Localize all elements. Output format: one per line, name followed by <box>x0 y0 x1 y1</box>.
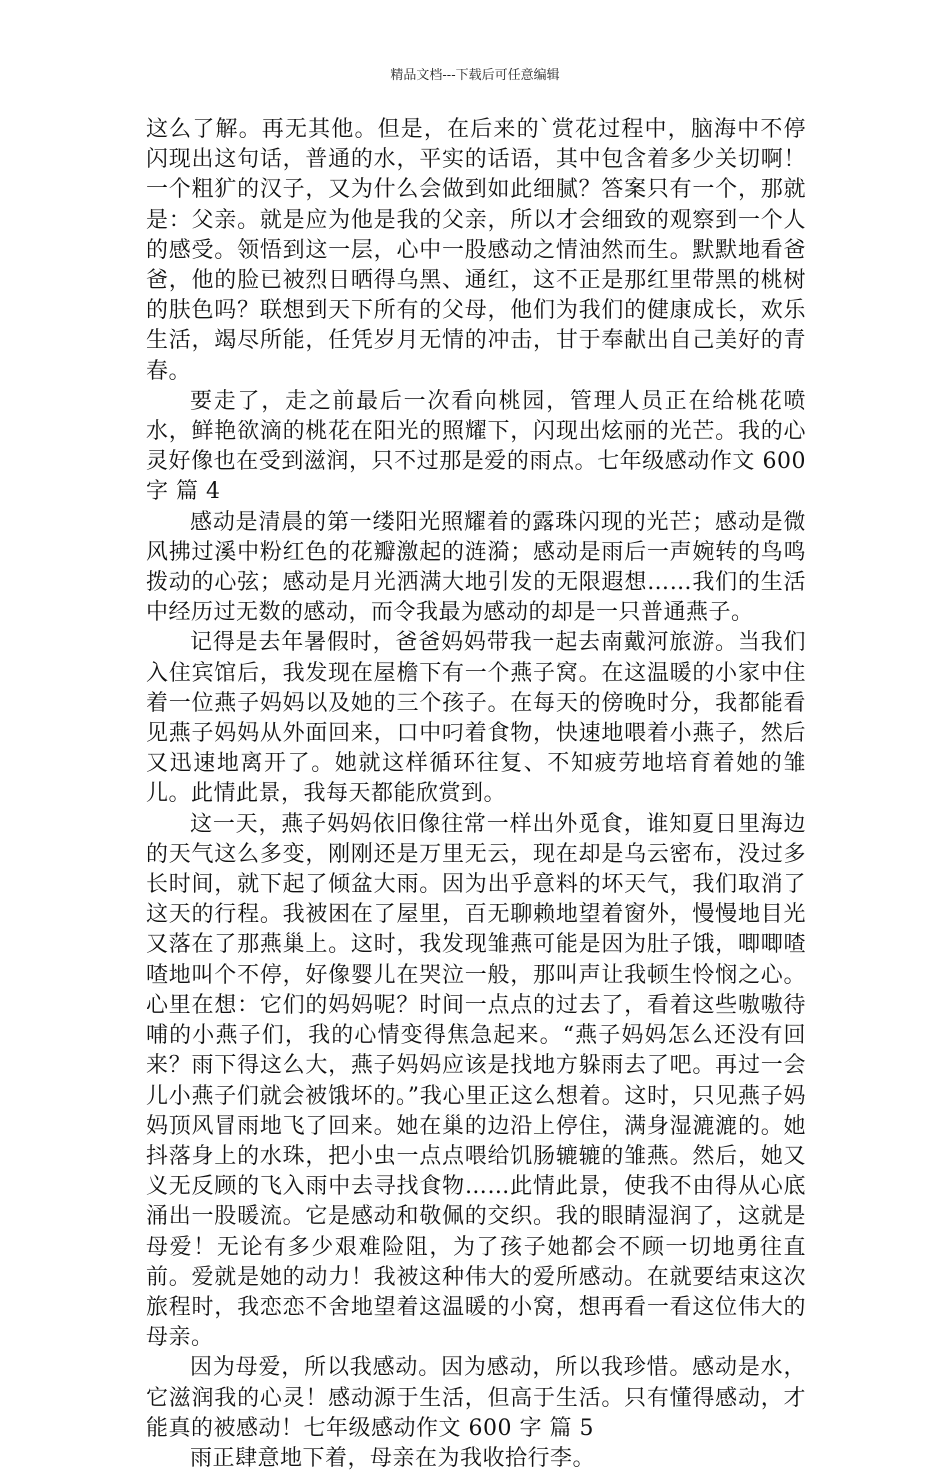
paragraph-5: 这一天，燕子妈妈依旧像往常一样出外觅食，谁知夏日里海边的天气这么多变，刚刚还是万里无云，现在却是乌云密布，没过多长时间，就下起了倾盆大雨。因为出乎意料的坏天气，我们取消了这天的行程。我被困在了屋里，百无聊赖地望着窗外，慢慢地目光又落在了那燕巢上。这时，我发现雏燕可能是因为肚子饿，唧唧喳喳地叫个不停，好像婴儿在哭泣一般，那叫声让我顿生怜悯之心。心里在想：它们的妈妈呢？时间一点点的过去了，看着这些嗷嗷待哺的小燕子们，我的心情变得焦急起来。“燕子妈妈怎么还没有回来？雨下得这么大，燕子妈妈应该是找地方躲雨去了吧。再过一会儿小燕子们就会被饿坏的。”我心里正这么想着。这时，只见燕子妈妈顶风冒雨地飞了回来。她在巢的边沿上停住，满身湿漉漉的。她抖落身上的水珠，把小虫一点点喂给饥肠辘辘的雏燕。然后，她又义无反顾的飞入雨中去寻找食物……此情此景，使我不由得从心底涌出一股暖流。它是感动和敬佩的交织。我的眼睛湿润了，这就是母爱！无论有多少艰难险阻，为了孩子她都会不顾一切地勇往直前。爱就是她的动力！我被这种伟大的爱所感动。在就要结束这次旅程时，我恋恋不舍地望着这温暖的小窝，想再看一看这位伟大的母亲。 <box>146 811 806 1351</box>
paragraph-7: 雨正肆意地下着，母亲在为我收拾行李。 <box>190 1445 596 1471</box>
page-header: 精品文档---下载后可任意编辑 <box>390 68 560 83</box>
paragraph-4: 记得是去年暑假时，爸爸妈妈带我一起去南戴河旅游。当我们入住宾馆后，我发现在屋檐下有一个燕子窝。在这温暖的小家中住着一位燕子妈妈以及她的三个孩子。在每天的傍晚时分，我都能看见燕子妈妈从外面回来，口中叼着食物，快速地喂着小燕子，然后又迅速地离开了。她就这样循环往复、不知疲劳地培育着她的雏儿。此情此景，我每天都能欣赏到。 <box>146 630 806 807</box>
paragraph-2: 要走了，走之前最后一次看向桃园，管理人员正在给桃花喷水，鲜艳欲滴的桃花在阳光的照耀下，闪现出炫丽的光芒。我的心灵好像也在受到滋润，只不过那是爱的雨点。七年级感动作文 600 字 篇 4 <box>146 388 806 505</box>
paragraph-6: 因为母爱，所以我感动。因为感动，所以我珍惜。感动是水，它滋润我的心灵！感动源于生活，但高于生活。只有懂得感动，才能真的被感动！七年级感动作文 600 字 篇 5 <box>146 1355 806 1441</box>
paragraph-3: 感动是清晨的第一缕阳光照耀着的露珠闪现的光芒；感动是微风拂过溪中粉红色的花瓣激起的涟漪；感动是雨后一声婉转的鸟鸣拨动的心弦；感动是月光洒满大地引发的无限遐想……我们的生活中经历过无数的感动，而令我最为感动的却是一只普通燕子。 <box>146 509 806 626</box>
paragraph-1: 这么了解。再无其他。但是，在后来的`赏花过程中，脑海中不停闪现出这句话，普通的水，平实的话语，其中包含着多少关切啊！一个粗犷的汉子，又为什么会做到如此细腻？答案只有一个，那就是：父亲。就是应为他是我的父亲，所以才会细致的观察到一个人的感受。领悟到这一层，心中一股感动之情油然而生。默默地看爸爸，他的脸已被烈日晒得乌黑、通红，这不正是那红里带黑的桃树的肤色吗？联想到天下所有的父母，他们为我们的健康成长，欢乐生活，竭尽所能，任凭岁月无情的冲击，甘于奉献出自己美好的青春。 <box>146 117 806 384</box>
document-body <box>146 115 806 1474</box>
